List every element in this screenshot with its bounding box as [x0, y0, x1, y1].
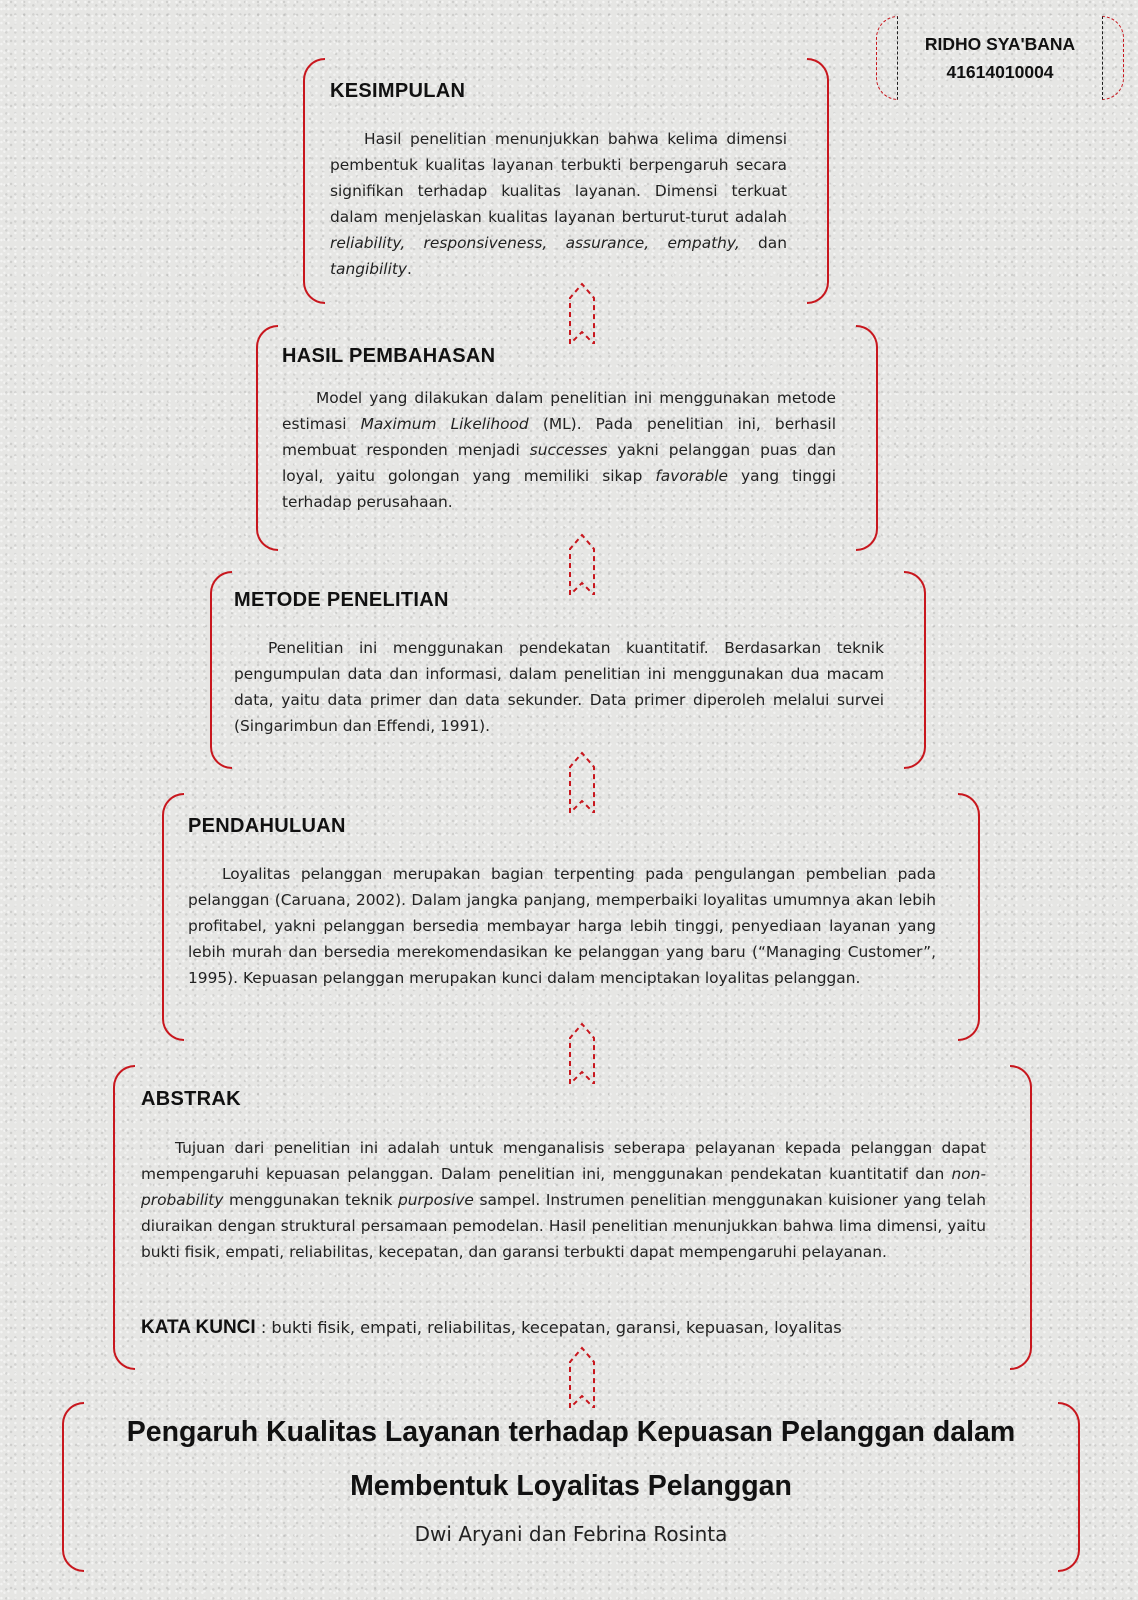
- abstrak-body: [141, 1135, 986, 1265]
- up-arrow-icon: [567, 1022, 597, 1084]
- up-arrow-icon: [567, 533, 597, 595]
- bracket-left: [256, 325, 278, 551]
- bracket-left: [113, 1065, 135, 1370]
- bracket-right: [856, 325, 878, 551]
- section-kesimpulan: [303, 58, 829, 304]
- text-run: Hasil penelitian menunjukkan bahwa kelima dimensi pembentuk kualitas layanan terbukti berpengaruh secara signifikan terhadap kualitas layanan. Dimensi terkuat dalam menjelaskan kualitas layanan berturut-turut adalah: [330, 130, 787, 226]
- keywords-values: : bukti fisik, empati, reliabilitas, kecepatan, garansi, kepuasan, loyalitas: [255, 1318, 842, 1337]
- text-run: Loyalitas pelanggan merupakan bagian terpenting pada pengulangan pembelian pada pelanggan (Caruana, 2002). Dalam jangka panjang, memperbaiki loyalitas umumnya akan lebih profitabel, yakni pelanggan bersedia membayar harga lebih tinggi, penyediaan layanan yang lebih murah dan bersedia merekomendasikan ke pelanggan yang baru (“Managing Customer”, 1995). Kepuasan pelanggan merupakan kunci dalam menciptakan loyalitas pelanggan.: [188, 865, 936, 987]
- italic-term: successes: [529, 441, 608, 459]
- text-run: menggunakan teknik: [223, 1191, 398, 1209]
- hasil-body: [282, 385, 836, 515]
- bracket-right: [904, 571, 926, 769]
- italic-term: Maximum Likelihood: [360, 415, 529, 433]
- pendahuluan-heading: PENDAHULUAN: [188, 815, 346, 837]
- section-pendahuluan: [162, 793, 980, 1041]
- author-name: RIDHO SYA'BANA: [924, 34, 1076, 54]
- text-run: yakni pelanggan puas dan loyal, yaitu golongan yang memiliki sikap: [282, 441, 837, 485]
- author-tag: [876, 16, 1124, 100]
- text-run: Model yang dilakukan dalam penelitian ini menggunakan metode estimasi: [282, 389, 836, 433]
- keywords-line: [141, 1317, 842, 1339]
- up-arrow-icon: [567, 1346, 597, 1408]
- title-line-1: Pengaruh Kualitas Layanan terhadap Kepuasan Pelanggan dalam: [126, 1416, 1016, 1448]
- up-arrow-icon: [567, 282, 597, 344]
- up-arrow-icon: [567, 751, 597, 813]
- author-tag-text: [894, 30, 1106, 86]
- section-metode-penelitian: [210, 571, 926, 769]
- text-run: (ML). Pada penelitian ini, berhasil membuat responden menjadi: [282, 415, 836, 459]
- text-run: .: [407, 260, 412, 278]
- metode-body: [234, 635, 884, 739]
- text-run: yang tinggi terhadap perusahaan.: [282, 467, 836, 511]
- section-title: [62, 1402, 1080, 1572]
- text-run: Penelitian ini menggunakan pendekatan kuantitatif. Berdasarkan teknik pengumpulan data dan informasi, dalam penelitian ini menggunakan dua macam data, yaitu data primer dan data sekunder. Data primer diperoleh melalui survei (Singarimbun dan Effendi, 1991).: [234, 639, 884, 735]
- italic-term: tangibility: [330, 260, 408, 278]
- text-run: sampel. Instrumen penelitian menggunakan kuisioner yang telah diuraikan dengan struktural persamaan pemodelan. Hasil penelitian menunjukkan bahwa lima dimensi, yaitu bukti fisik, empati, reliabilitas, kecepatan, dan garansi terbukti dapat mempengaruhi pelayanan.: [141, 1191, 986, 1261]
- text-run: dan: [739, 234, 787, 252]
- title-line-2: Membentuk Loyalitas Pelanggan: [350, 1470, 792, 1502]
- kesimpulan-body: [330, 126, 787, 282]
- pendahuluan-body: [188, 861, 936, 991]
- bracket-right: [958, 793, 980, 1041]
- bracket-left: [162, 793, 184, 1041]
- bracket-right: [807, 58, 829, 304]
- section-hasil-pembahasan: [256, 325, 878, 551]
- text-run: Tujuan dari penelitian ini adalah untuk menganalisis seberapa pelayanan kepada pelanggan dapat mempengaruhi kepuasan pelanggan. Dalam penelitian ini, menggunakan pendekatan kuantitatif dan: [141, 1139, 986, 1183]
- author-id: 41614010004: [946, 62, 1054, 82]
- italic-term: non-probability: [141, 1165, 986, 1209]
- bracket-right: [1010, 1065, 1032, 1370]
- bracket-left: [303, 58, 325, 304]
- metode-heading: METODE PENELITIAN: [234, 589, 449, 611]
- italic-term: favorable: [655, 467, 729, 485]
- italic-term: purposive: [397, 1191, 474, 1209]
- italic-term: reliability, responsiveness, assurance, empathy,: [330, 234, 740, 252]
- keywords-label: KATA KUNCI: [141, 1317, 256, 1338]
- bracket-right: [1058, 1402, 1080, 1572]
- bracket-left: [62, 1402, 84, 1572]
- section-abstrak: [113, 1065, 1032, 1370]
- authors: Dwi Aryani dan Febrina Rosinta: [414, 1522, 728, 1546]
- bracket-left: [210, 571, 232, 769]
- hasil-heading: HASIL PEMBAHASAN: [282, 345, 496, 367]
- abstrak-heading: ABSTRAK: [141, 1088, 241, 1110]
- kesimpulan-heading: KESIMPULAN: [330, 80, 466, 102]
